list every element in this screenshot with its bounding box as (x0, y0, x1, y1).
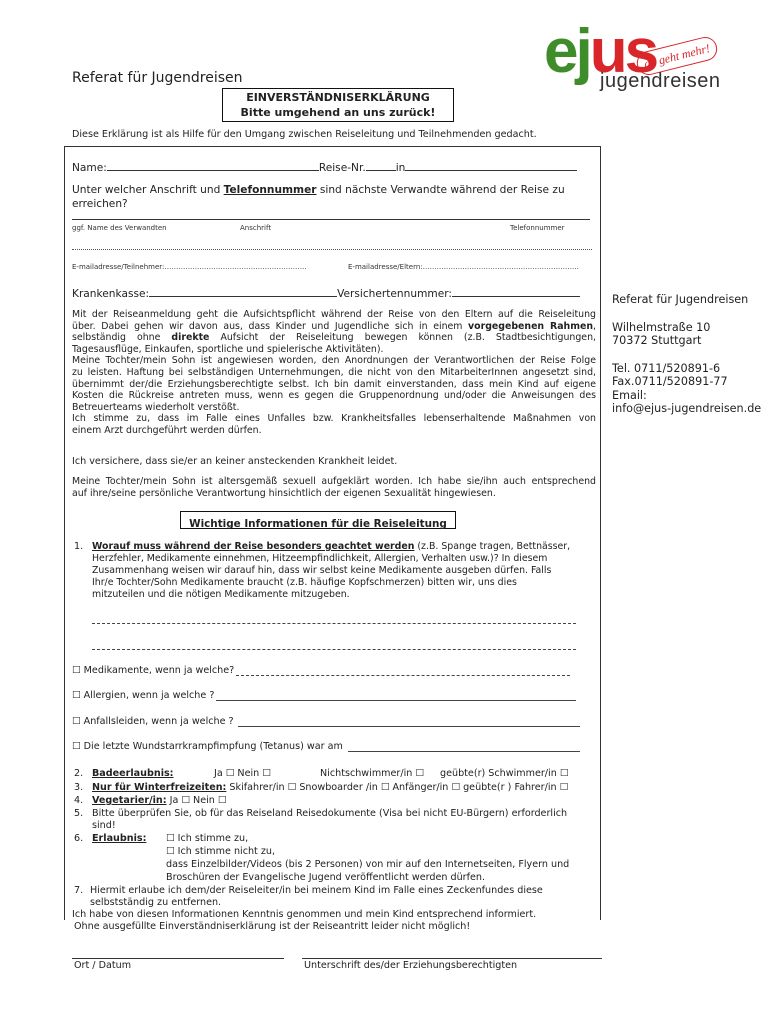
sidebar-email-label: Email: (612, 388, 647, 402)
caption-address: Anschrift (240, 224, 272, 232)
swim-options[interactable]: Ja ☐ Nein ☐ (214, 768, 271, 779)
sidebar-email[interactable]: info@ejus-jugendreisen.de (612, 402, 762, 415)
contact-sidebar (612, 293, 761, 416)
p1-line-10: Ich stimme zu, dass im Falle eines Unfalles bzw. Krankheitsfalles lebenserhaltende Maßnahmen von (72, 413, 596, 425)
sidebar-tel: Tel. 0711/520891-6 (612, 361, 721, 375)
allergies-checkbox[interactable]: ☐ Allergien, wenn ja welche ? (72, 690, 215, 701)
logo-tag: da geht mehr! (642, 41, 712, 71)
name-field[interactable] (107, 160, 319, 171)
swim-skilled[interactable]: geübte(r) Schwimmer/in ☐ (440, 768, 569, 779)
reise-number-field[interactable] (366, 160, 396, 171)
insurance-field[interactable] (149, 286, 337, 297)
consent-line-1: dass Einzelbilder/Videos (bis 2 Personen) von mir auf den Internetseiten, Flyern und (166, 859, 570, 870)
signature-label: Unterschrift des/der Erziehungsberechtigten (304, 960, 518, 971)
p1-bold-rahmen: vorgegebenen Rahmen (468, 320, 594, 332)
p1-line-2-text: über. Dabei gehen wir davon aus, dass Kinder und Jugendliche sich in einem (72, 320, 469, 332)
sidebar-city: 70372 Stuttgart (612, 334, 702, 347)
p1-line-2: über. Dabei gehen wir davon aus, dass Kinder und Jugendliche sich in einem vorgegebenen Rahmen, (72, 320, 596, 332)
page-title: Referat für Jugendreisen (72, 70, 243, 86)
insurance-row (72, 286, 580, 300)
veg-options[interactable]: Ja ☐ Nein ☐ (166, 795, 227, 806)
logo-letter-u: u (589, 17, 625, 86)
winter-label: Nur für Winterfreizeiten: (92, 782, 227, 793)
supervision-paragraph (72, 309, 596, 437)
title-box-line1: EINVERSTÄNDNISERKLÄRUNG (246, 91, 430, 104)
email-participant: E-mailadresse/Teilnehmer:……………………………………………………. (72, 263, 307, 271)
address-question-text: Unter welcher Anschrift und (72, 184, 224, 196)
p1-line-9: Betreuerteams wiederholt verstößt. (72, 401, 240, 413)
insurance-number-field[interactable] (452, 286, 580, 297)
place-date-line[interactable] (72, 958, 284, 959)
p1-line-3 (72, 332, 596, 344)
sidebar-org: Referat für Jugendreisen (612, 293, 749, 306)
item1-line-2: Zusammenhang weisen wir darauf hin, dass wir selbst keine Medikamente ausgeben dürfen. Falls (92, 565, 552, 576)
swim-label: Badeerlaubnis: (92, 768, 174, 779)
destination-field[interactable] (405, 160, 577, 171)
seizures-field[interactable] (238, 717, 580, 727)
signature-line[interactable] (302, 958, 602, 959)
address-question-text-end: sind nächste Verwandte während der Reise zu (316, 184, 565, 196)
docs-line-2: sind! (92, 820, 116, 831)
email-parents: E-mailadresse/Eltern:…………………………………………………………. (348, 263, 579, 271)
item1-answer-line-1[interactable] (92, 616, 576, 624)
item1-answer-line-2[interactable] (92, 642, 576, 650)
item1-line-3: Ihr/e Tochter/Sohn Medikamente braucht (z.B. häufige Kopfschmerzen) bitten wir, uns dies (92, 577, 517, 588)
winter-options[interactable]: Skifahrer/in ☐ Snowboarder /in ☐ Anfänger/in ☐ geübte(r ) Fahrer/in ☐ (226, 782, 569, 793)
veg-row (92, 795, 227, 807)
logo-subtitle: jugendreisen (600, 70, 721, 92)
item1-line-1: Herzfehler, Medikamente einnehmen, Hitzeempfindlichkeit, Allergien, Verhalten usw.)? In diesem (92, 553, 548, 564)
logo-letter-e: e (544, 17, 576, 86)
consent-yes[interactable]: ☐ Ich stimme zu, (166, 833, 249, 844)
p1-line-7: übernimmt der/die Erziehungsberechtigte selbst. Ich bin damit einverstanden, dass mein Kind auf eigene (72, 378, 596, 390)
health-statement: Ich versichere, dass sie/er an keiner ansteckenden Krankheit leidet. (72, 456, 398, 467)
important-heading: Wichtige Informationen für die Reiseleitung (189, 518, 447, 530)
intro-text: Diese Erklärung ist als Hilfe für den Umgang zwischen Reiseleitung und Teilnehmenden gedacht. (72, 129, 537, 140)
tetanus-checkbox[interactable]: ☐ Die letzte Wundstarrkrampfimpfung (Tetanus) war am (72, 741, 343, 752)
place-date-label: Ort / Datum (74, 960, 132, 971)
p1-line-1: Mit der Reiseanmeldung geht die Aufsichtspflicht während der Reise von den Eltern auf die Reiseleitung (72, 309, 596, 320)
consent-line-2: Broschüren der Evangelische Jugend veröffentlicht werden dürfen. (166, 872, 486, 883)
tick-line-1: Hiermit erlaube ich dem/der Reiseleiter/in bei meinem Kind im Falle eines Zeckenfundes diese (90, 885, 543, 896)
swim-nonswimmer[interactable]: Nichtschwimmer/in ☐ (320, 768, 424, 779)
winter-row (92, 782, 568, 794)
item3-number: 3. (74, 782, 84, 793)
item7-number: 7. (74, 885, 84, 896)
item1-bold: Worauf muss während der Reise besonders geachtet werden (92, 541, 415, 552)
title-box-line2: Bitte umgehend an uns zurück! (240, 106, 436, 119)
item5-number: 5. (74, 808, 84, 819)
reise-label: Reise-Nr. (318, 162, 366, 174)
medications-field[interactable] (236, 666, 570, 676)
item1-line-4: mitzuteilen und die nötigen Medikamente mitzugeben. (92, 589, 350, 600)
sidebar-fax: Fax.0711/520891-77 (612, 375, 728, 388)
in-label: in (395, 162, 406, 174)
address-question (72, 183, 565, 197)
item4-number: 4. (74, 795, 84, 806)
caption-phone: Telefonnummer (510, 224, 565, 232)
p3-line-1: Meine Tochter/mein Sohn ist altersgemäß sexuell aufgeklärt worden. Ich habe sie/ihn auch entsprechend (72, 476, 596, 487)
docs-line-1: Bitte überprüfen Sie, ob für das Reiseland Reisedokumente (Visa bei nicht EU-Bürgern) erforderlich (92, 808, 568, 819)
consent-no[interactable]: ☐ Ich stimme nicht zu, (166, 846, 276, 857)
caption-relative-name: ggf. Name des Verwandten (72, 224, 167, 232)
p1-line-11: einem Arzt durchgeführt werden dürfen. (72, 424, 262, 436)
tetanus-field[interactable] (348, 742, 580, 752)
p1-line-3-rest: Aufsicht der Reiseleitung bewegen können (z.B. Stadtbesichtigungen, (209, 332, 596, 344)
consent-label: Erlaubnis: (92, 833, 147, 844)
tick-line-2: selbstständig zu entfernen. (90, 897, 222, 908)
item1-text (92, 541, 582, 601)
relative-contact-field[interactable] (72, 212, 590, 220)
sidebar-street: Wilhelmstraße 10 (612, 320, 711, 334)
email-field-line[interactable] (72, 244, 592, 250)
name-row (72, 160, 592, 176)
p1-line-6: zu leisten. Haftung bei selbständigen Unternehmungen, die nicht von den MitarbeiterInnen angesetzt sind, (72, 366, 596, 378)
veg-label: Vegetarier/in: (92, 795, 167, 806)
item2-number: 2. (74, 768, 84, 779)
seizures-checkbox[interactable]: ☐ Anfallsleiden, wenn ja welche ? (72, 716, 234, 727)
p1-bold-direkte: direkte (171, 332, 210, 344)
title-box (222, 88, 454, 122)
logo-letter-s: s (624, 17, 657, 86)
medications-checkbox[interactable]: ☐ Medikamente, wenn ja welche? (72, 665, 235, 676)
item6-number: 6. (74, 833, 84, 844)
item1-number: 1. (74, 541, 84, 552)
warning-text: Ohne ausgefüllte Einverständniserklärung ist der Reiseantritt leider nicht möglich! (74, 921, 471, 932)
p3-line-2: auf ihre/seine persönliche Verantwortung hinsichtlich der eigenen Sexualität hingewiesen. (72, 488, 496, 499)
address-question-line2: erreichen? (72, 198, 128, 210)
item1-rest: (z.B. Spange tragen, Bettnässer, (414, 541, 571, 552)
name-label: Name: (72, 162, 107, 174)
important-heading-box (180, 511, 456, 529)
logo-letter-j: j (575, 17, 590, 86)
logo (540, 17, 740, 100)
sex-education-paragraph (72, 476, 596, 500)
p1-line-3-text: selbständig ohne (72, 332, 172, 344)
allergies-field[interactable] (216, 691, 576, 701)
p1-line-5: Meine Tochter/mein Sohn ist angewiesen worden, den Anordnungen der Verantwortlichen der Reise Folge (72, 355, 596, 367)
insurance-label: Krankenkasse: (72, 288, 150, 300)
p1-line-4: Tagesausflüge, Einkaufen, sportliche und spielerische Aktivitäten). (72, 343, 384, 355)
address-question-bold: Telefonnummer (223, 184, 317, 196)
insurance-number-label: Versichertennummer: (337, 288, 452, 300)
p1-line-8: Kosten die Rückreise antreten muss, wenn es gegen die Gruppenordnung und/oder die Anweisungen des (72, 390, 596, 402)
acknowledgement: Ich habe von diesen Informationen Kenntnis genommen und mein Kind entsprechend informiert. (72, 909, 537, 920)
